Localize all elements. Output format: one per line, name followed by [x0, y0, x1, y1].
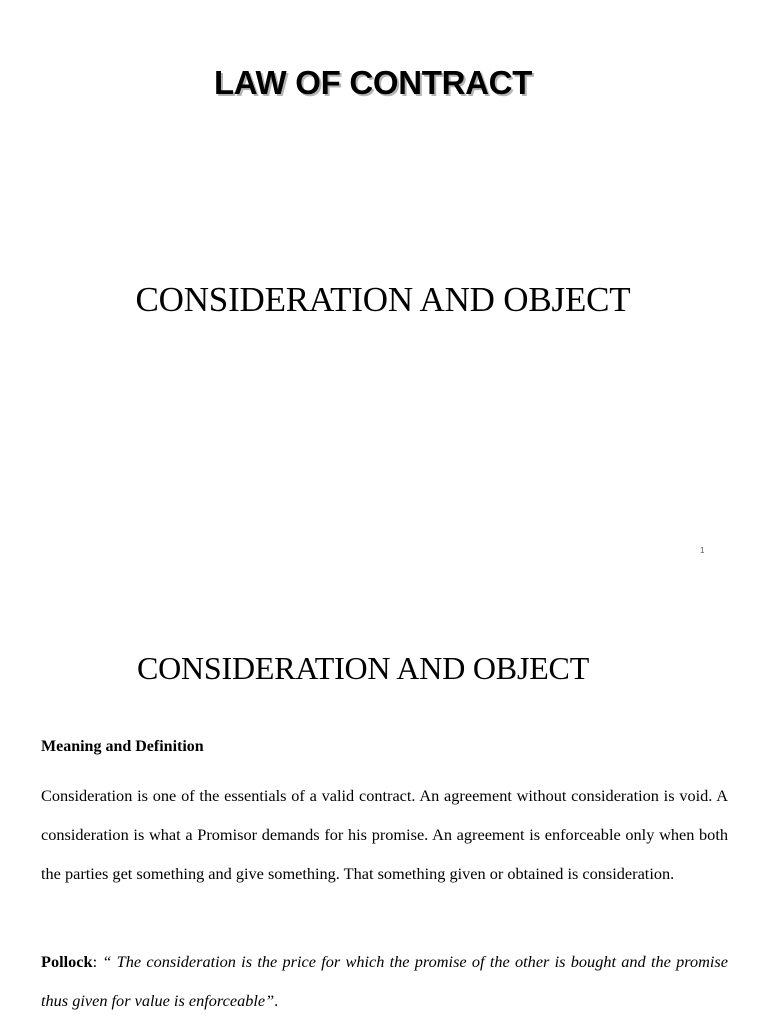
- quote-separator: :: [92, 952, 103, 971]
- quote-text: “ The consideration is the price for which the promise of the other is bought and the promise thus given for value is enforceable”: [41, 952, 728, 1010]
- slide-subtitle: CONSIDERATION AND OBJECT: [135, 280, 631, 319]
- slide-title: LAW OF CONTRACT: [213, 64, 533, 101]
- document-heading: CONSIDERATION AND OBJECT: [136, 650, 590, 686]
- pollock-quote-paragraph: [41, 942, 728, 1020]
- quote-author: Pollock: [41, 952, 93, 971]
- definition-paragraph: Consideration is one of the essentials of a valid contract. An agreement without consideration is void. A consideration is what a Promisor demands for his promise. An agreement is enforceable only when both the parties get something and give something. That something given or obtained is consideration.: [41, 786, 728, 883]
- section-heading: Meaning and Definition: [41, 738, 204, 755]
- quote-end: .: [274, 991, 279, 1010]
- page-number: 1: [700, 546, 705, 555]
